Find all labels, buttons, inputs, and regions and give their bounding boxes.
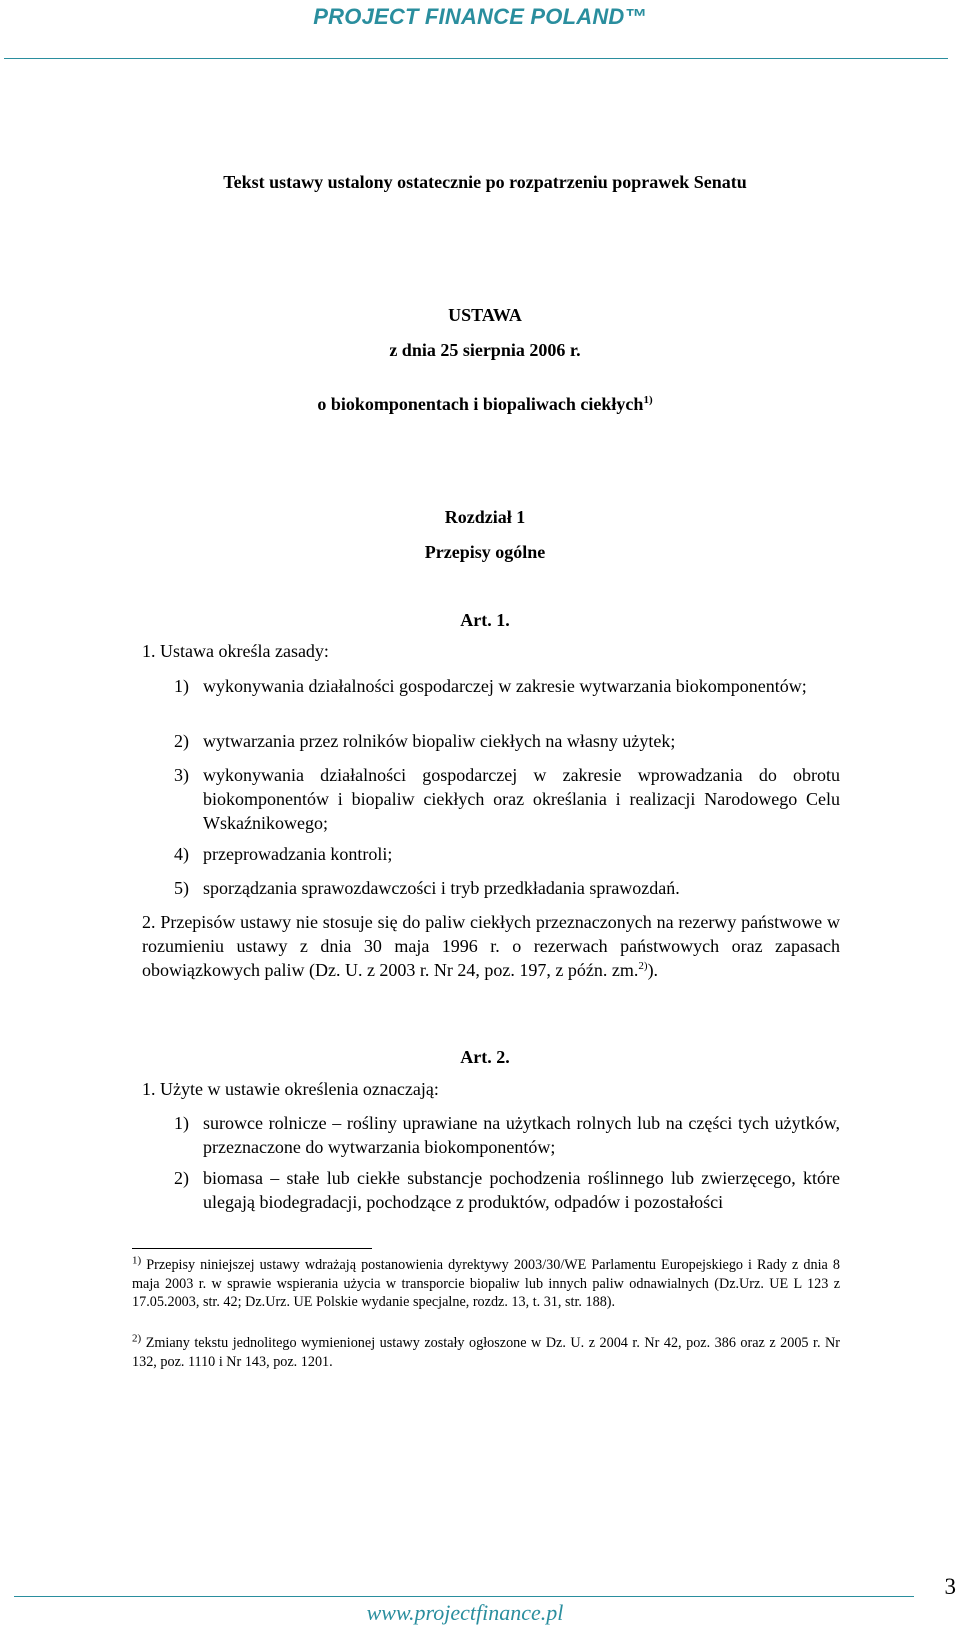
art1-item-4-num: 4) [174,844,189,864]
art1-paragraph-2-text: 2. Przepisów ustawy nie stosuje się do paliw ciekłych przeznaczonych na rezerwy państwowe w rozumieniu ustawy z dnia 30 maja 1996 r. o rezerwach państwowych oraz zapasach obowiązkowych paliw (Dz. U. z 2003 r. Nr 24, poz. 197, z późn. zm. [142,912,840,980]
footnote-divider [132,1248,372,1249]
footnote-2-text: Zmiany tekstu jednolitego wymienionej ustawy zostały ogłoszone w Dz. U. z 2004 r. Nr 42, poz. 386 oraz z 2005 r. Nr 132, poz. 1110 i Nr 143, poz. 1201. [132,1335,840,1370]
art1-item-2-num: 2) [174,731,189,751]
header-title: PROJECT FINANCE POLAND™ [313,4,647,29]
art2-item-2-text: biomasa – stałe lub ciekłe substancje pochodzenia roślinnego lub zwierzęcego, które ulegają biodegradacji, pochodzące z produktów, odpadów i pozostałości [203,1168,840,1212]
art2-item-1-num: 1) [174,1113,189,1133]
chapter-title: Przepisy ogólne [424,542,546,562]
intro-line: Tekst ustawy ustalony ostatecznie po rozpatrzeniu poprawek Senatu [223,172,747,192]
act-title-text: o biokomponentach i biopaliwach ciekłych [317,394,644,414]
footnote-2 [132,1334,840,1371]
art1-paragraph-2-footnote-ref: 2) [638,960,648,972]
art1-item-5-num: 5) [174,878,189,898]
footer-url: www.projectfinance.pl [366,1600,564,1625]
art1-paragraph-2 [142,910,840,982]
footnote-2-ref: 2) [132,1332,142,1345]
art1-item-2-text: wytwarzania przez rolników biopaliw ciekłych na własny użytek; [203,731,676,751]
art2-item-1-text: surowce rolnicze – rośliny uprawiane na użytkach rolnych lub na części tych użytków, przeznaczone do wytwarzania biokomponentów; [203,1113,840,1157]
footer-divider [14,1596,914,1597]
act-title [0,392,960,416]
art1-item-1-text: wykonywania działalności gospodarczej w zakresie wytwarzania biokomponentów; [203,676,807,696]
art1-item-5-text: sporządzania sprawozdawczości i tryb przedkładania sprawozdań. [203,878,680,898]
footnote-1 [132,1256,840,1312]
art1-item-4-text: przeprowadzania kontroli; [203,844,393,864]
act-date: z dnia 25 sierpnia 2006 r. [389,340,581,360]
chapter-number: Rozdział 1 [444,507,526,527]
art1-paragraph-2-end: ). [647,960,659,980]
footnote-1-ref: 1) [132,1254,142,1267]
art2-paragraph-1: 1. Użyte w ustawie określenia oznaczają: [142,1079,439,1099]
art1-item-1-num: 1) [174,676,189,696]
header-divider [4,58,948,59]
art2-heading: Art. 2. [460,1047,510,1067]
act-title-footnote-ref: 1) [643,394,653,406]
art1-heading: Art. 1. [460,610,510,630]
act-type: USTAWA [448,305,522,325]
art1-item-3-text: wykonywania działalności gospodarczej w zakresie wprowadzania do obrotu biokomponentów i biopaliw ciekłych oraz określania i realizacji Narodowego Celu Wskaźnikowego; [203,765,840,833]
art2-item-2-num: 2) [174,1168,189,1188]
footnote-1-text: Przepisy niniejszej ustawy wdrażają postanowienia dyrektywy 2003/30/WE Parlamentu Europejskiego i Rady z dnia 8 maja 2003 r. w sprawie wspierania użycia w transporcie biopaliw lub innych paliw odnawialnych (Dz.Urz. UE L 123 z 17.05.2003, str. 42; Dz.Urz. UE Polskie wydanie specjalne, rozdz. 13, t. 31, str. 188). [132,1257,840,1310]
art1-item-3-num: 3) [174,765,189,785]
art1-paragraph-1: 1. Ustawa określa zasady: [142,641,329,661]
page-number: 3 [944,1574,956,1599]
